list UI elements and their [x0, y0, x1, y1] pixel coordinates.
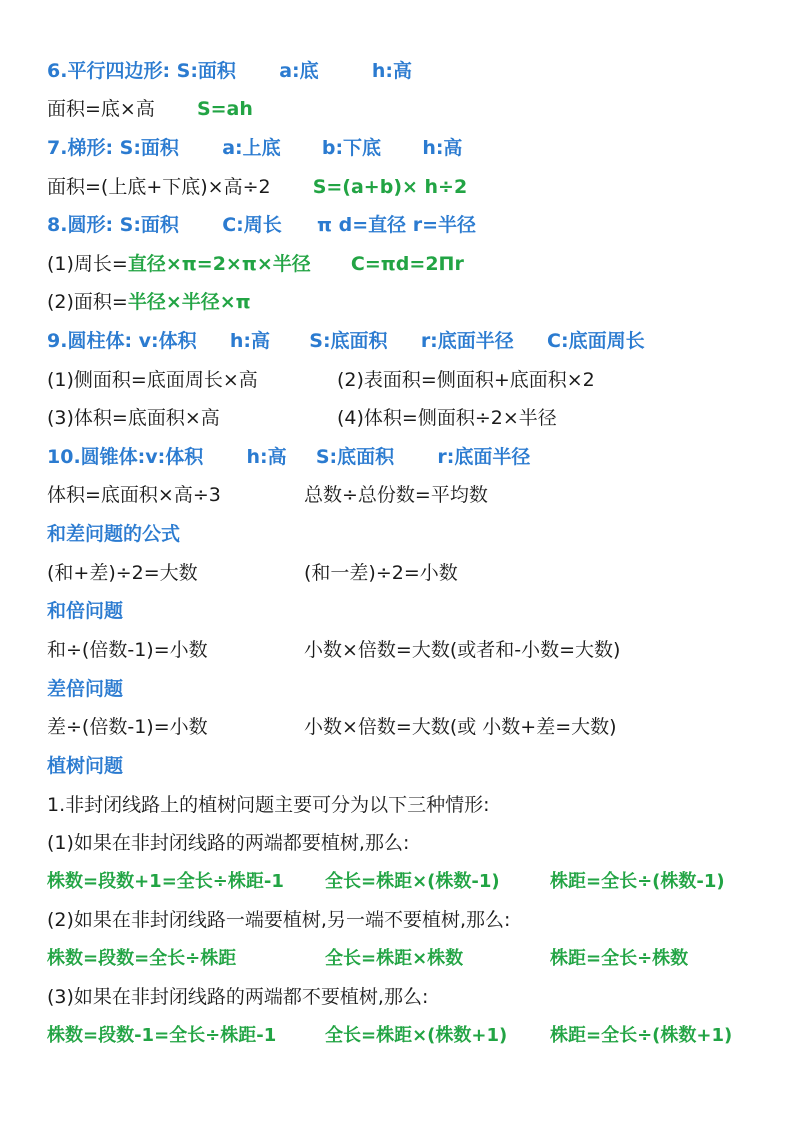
sum-diff-f2: (和一差)÷2=小数 — [304, 562, 458, 584]
section-9-row-2 — [47, 403, 747, 433]
section-8-heading — [47, 210, 476, 240]
section-6-formula — [47, 94, 253, 124]
section-7-formula — [47, 172, 467, 202]
s9-h: h:高 — [229, 330, 271, 352]
section-8-area — [47, 287, 251, 317]
s9-f4: (4)体积=侧面积÷2×半径 — [337, 407, 557, 429]
tree-heading: 植树问题 — [47, 755, 124, 777]
sum-multiple-row — [47, 635, 747, 665]
s6-formula-green: S=ah — [196, 98, 253, 120]
tree-case-2: (2)如果在非封闭线路一端要植树,另一端不要植树,那么: — [47, 909, 511, 931]
s6-formula-text: 面积=底×高 — [47, 98, 155, 120]
s8-perimeter-green: 直径×π=2×π×半径 — [127, 253, 311, 275]
tree-case-3-b: 全长=株距×(株数+1) — [325, 1025, 508, 1046]
section-9-row-1 — [47, 365, 747, 395]
tree-case-1: (1)如果在非封闭线路的两端都要植树,那么: — [47, 832, 410, 854]
sum-diff-f1: (和+差)÷2=大数 — [47, 562, 198, 584]
s8-c: C:周长 — [222, 214, 282, 236]
s9-r: r:底面半径 — [420, 330, 514, 352]
s9-c: C:底面周长 — [547, 330, 645, 352]
sum-diff-heading: 和差问题的公式 — [47, 523, 181, 545]
tree-case-2-b: 全长=株距×株数 — [325, 948, 464, 969]
s7-formula-green: S=(a+b)× h÷2 — [312, 176, 468, 198]
sum-diff-row — [47, 558, 747, 588]
tree-intro: 1.非封闭线路上的植树问题主要可分为以下三种情形: — [47, 794, 490, 816]
tree-case-3-a: 株数=段数-1=全长÷株距-1 — [47, 1025, 277, 1046]
s8-perimeter-formula: C=πd=2Πr — [350, 253, 464, 275]
s9-f2: (2)表面积=侧面积+底面积×2 — [337, 369, 595, 391]
section-10-heading — [47, 442, 530, 472]
section-7-heading — [47, 133, 462, 163]
tree-case-3-c: 株距=全长÷(株数+1) — [550, 1025, 733, 1046]
s9-title: 9.圆柱体: v:体积 — [47, 330, 197, 352]
s10-r: r:底面半径 — [437, 446, 531, 468]
tree-case-2-a: 株数=段数=全长÷株距 — [47, 948, 237, 969]
s6-title: 6.平行四边形: S:面积 — [47, 60, 236, 82]
s7-h: h:高 — [422, 137, 463, 159]
tree-case-2-c: 株距=全长÷株数 — [550, 948, 689, 969]
tree-case-1-c: 株距=全长÷(株数-1) — [550, 871, 725, 892]
diff-multiple-f2: 小数×倍数=大数(或 小数+差=大数) — [304, 716, 617, 738]
s9-f1: (1)侧面积=底面周长×高 — [47, 369, 258, 391]
section-8-perimeter — [47, 249, 464, 279]
diff-multiple-row — [47, 712, 747, 742]
tree-case-3: (3)如果在非封闭线路的两端都不要植树,那么: — [47, 986, 429, 1008]
tree-case-1-formulas — [47, 867, 757, 897]
s10-title: 10.圆锥体:v:体积 — [47, 446, 204, 468]
s6-h: h:高 — [371, 60, 412, 82]
s7-b: b:下底 — [321, 137, 382, 159]
s6-a: a:底 — [279, 60, 319, 82]
sum-multiple-f2: 小数×倍数=大数(或者和-小数=大数) — [304, 639, 621, 661]
diff-multiple-heading: 差倍问题 — [47, 678, 124, 700]
s7-title: 7.梯形: S:面积 — [47, 137, 179, 159]
s7-a: a:上底 — [222, 137, 281, 159]
s10-f1: 体积=底面积×高÷3 — [47, 484, 221, 506]
s10-f2: 总数÷总份数=平均数 — [304, 484, 488, 506]
s9-f3: (3)体积=底面积×高 — [47, 407, 220, 429]
s8-title: 8.圆形: S:面积 — [47, 214, 179, 236]
tree-case-1-b: 全长=株距×(株数-1) — [325, 871, 500, 892]
s8-pi: π d=直径 r=半径 — [316, 214, 477, 236]
s10-h: h:高 — [246, 446, 287, 468]
tree-case-3-formulas — [47, 1021, 757, 1051]
section-10-row — [47, 480, 747, 510]
sum-multiple-f1: 和÷(倍数-1)=小数 — [47, 639, 208, 661]
s7-formula-text: 面积=(上底+下底)×高÷2 — [47, 176, 271, 198]
sum-multiple-heading: 和倍问题 — [47, 600, 124, 622]
s8-area-green: 半径×半径×π — [127, 291, 251, 313]
s8-area-prefix: (2)面积= — [47, 291, 128, 313]
diff-multiple-f1: 差÷(倍数-1)=小数 — [47, 716, 208, 738]
tree-case-2-formulas — [47, 944, 757, 974]
tree-case-1-a: 株数=段数+1=全长÷株距-1 — [47, 871, 284, 892]
s10-s: S:底面积 — [315, 446, 395, 468]
section-9-heading — [47, 326, 645, 356]
s9-s: S:底面积 — [309, 330, 388, 352]
section-6-heading — [47, 56, 412, 86]
s8-perimeter-prefix: (1)周长= — [47, 253, 128, 275]
